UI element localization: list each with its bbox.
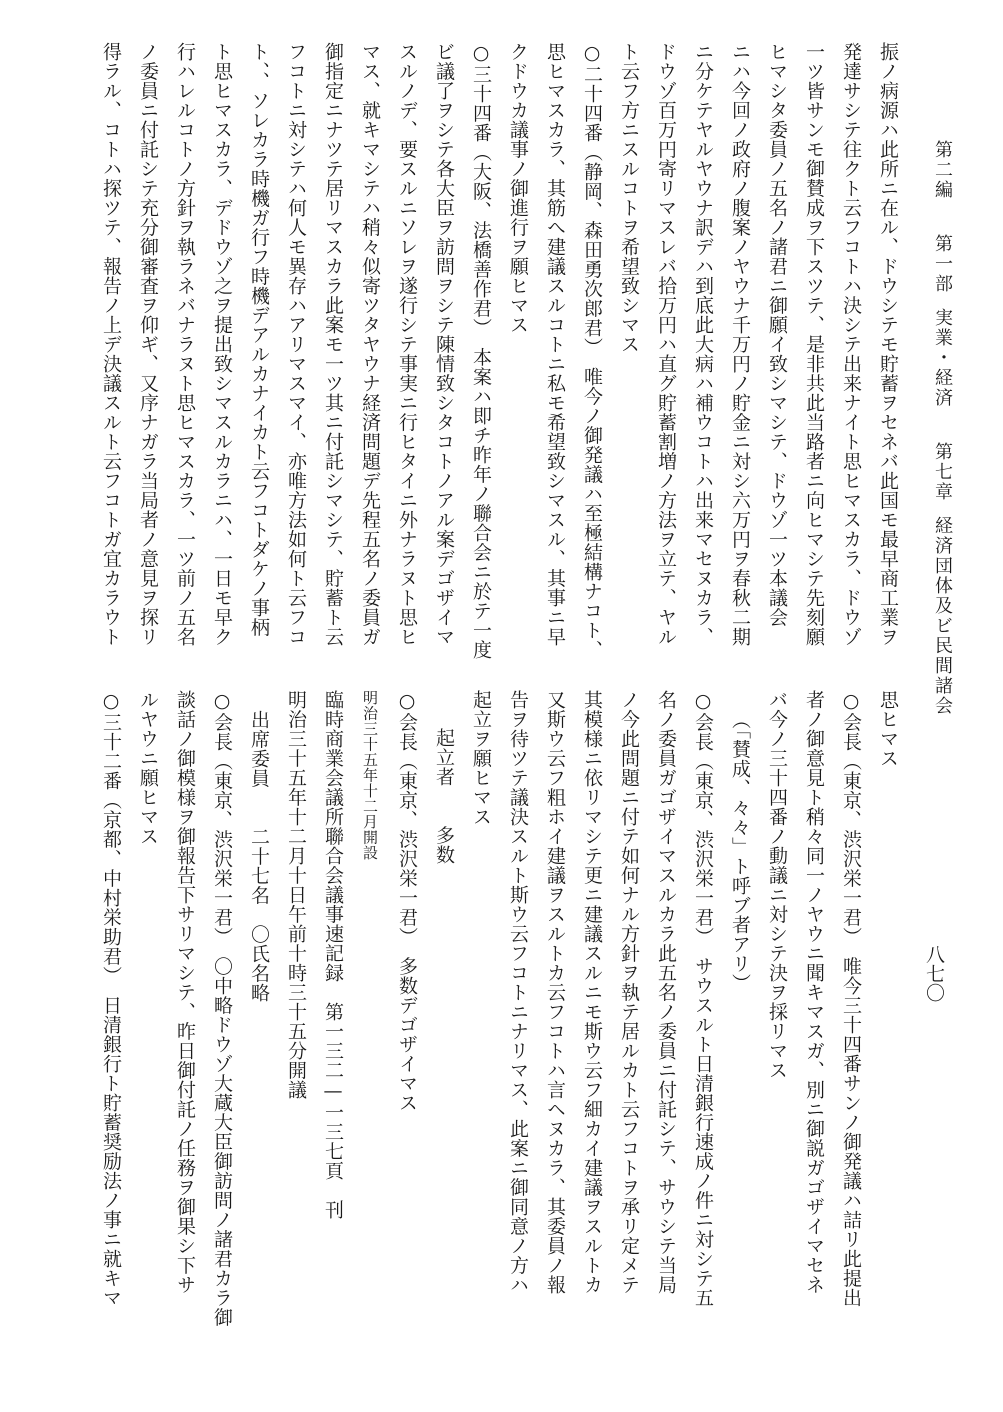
speaker-line: ○会長（東京、渋沢栄一君） サウスルト日清銀行速成ノ件ニ対シテ五 [692,690,714,1308]
text-line: ビ議了ヲシテ各大臣ヲ訪問ヲシテ陳情致シタコトノアル案デゴザイマ [433,42,455,647]
speaker-line: ○会長（東京、渋沢栄一君） 〇中略ドウゾ大蔵大臣御訪問ノ諸君カラ御 [211,690,233,1327]
text-line: 思ヒマスカラ、其筋へ建議スルコトニ私モ希望致シマスル、其事ニ早 [544,42,566,647]
speaker-line: ○会長（東京、渋沢栄一君） 唯今三十四番サンノ御発議ハ詰リ此提出 [840,690,862,1308]
text-line: スルノデ、要スルニソレヲ遂行シテ事実ニ行ヒタイニ外ナラヌト思ヒ [396,42,418,647]
text-line: ノ委員ニ付託シテ充分御審査ヲ仰ギ、又序ナガラ当局者ノ意見ヲ探リ [137,42,159,647]
text-line: 御指定ニナツテ居リマスカラ此案モ一ツ其ニ付託シマシテ、貯蓄ト云 [322,42,344,647]
header-part: 第二編 [932,140,953,200]
text-line: 発達サシテ往クト云フコトハ決シテ出来ナイト思ヒマスカラ、ドウゾ [840,42,862,647]
attendance-line: 出席委員 二十七名 〇氏名略 [248,710,270,1003]
text-line: ニ分ケテヤルヤウナ訳デハ到底此大病ハ補ウコトハ出来マセヌカラ、 [692,42,714,647]
text-line: 者ノ御意見ト稍々同一ノヤウニ聞キマスガ、別ニ御説ガゴザイマセネ [803,690,825,1295]
text-line: マス、就キマシテハ稍々似寄ツタヤウナ経済問題デ先程五名ノ委員ガ [359,42,381,647]
text-line: 行ハレルコトノ方針ヲ執ラネバナラヌト思ヒマスカラ、一ツ前ノ五名 [174,42,196,647]
running-header [929,140,955,716]
header-subject: 実業・経済 [932,308,953,408]
session-time: 明治三十五年十二月十日午前十時三十五分開議 [285,690,307,1100]
text-line: ト云フ方ニスルコトヲ希望致シマス [618,42,640,354]
top-text-block [92,42,906,660]
source-date-note: 明治三十五年十二月開設 [361,690,379,861]
text-line: ニハ今回ノ政府ノ腹案ノヤウナ千万円ノ貯金ニ対シ六万円ヲ春秋二期 [729,42,751,647]
speaker-line: ○三十二番（京都、中村栄助君） 日清銀行ト貯蓄奨励法ノ事ニ就キマ [100,690,122,1308]
page-number: 八七〇 [923,945,945,1002]
text-line: 又斯ウ云フ粗ホイ建議ヲスルトカ云フコトハ言ヘヌカラ、其委員ノ報 [544,690,566,1295]
vote-result: 起立者 多数 [433,728,455,865]
text-line: ヒマシタ委員ノ五名ノ諸君ニ御願イ致シマシテ、ドウゾ一ツ本議会 [766,42,788,627]
header-section: 第一部 [932,234,953,294]
bottom-text-block [92,690,906,1330]
text-line: ト思ヒマスカラ、デドウゾ之ヲ提出致シマスルカラニハ、一日モ早ク [211,42,233,647]
text-line: ドウゾ百万円寄リマスレバ拾万円ハ直グ貯蓄割増ノ方法ヲ立テ、ヤル [655,42,677,647]
text-line: 振ノ病源ハ此所ニ在ル、ドウシテモ貯蓄ヲセネバ此国モ最早商工業ヲ [877,42,899,647]
text-line: バ今ノ三十四番ノ動議ニ対シテ決ヲ採リマス [766,690,788,1080]
source-title: 臨時商業会議所聯合会議事速記録 第一三二—一三七頁 刊 [322,690,344,1220]
speaker-line: ○会長（東京、渋沢栄一君） 多数デゴザイマス [396,690,418,1113]
text-line: 名ノ委員ガゴザイマスルカラ此五名ノ委員ニ付託シテ、サウシテ当局 [655,690,677,1295]
text-line: 談話ノ御模様ヲ御報告下サリマシテ、昨日御付託ノ任務ヲ御果シ下サ [174,690,196,1295]
text-line: ノ今此問題ニ付テ如何ナル方針ヲ執テ居ルカト云フコトヲ承リ定メテ [618,690,640,1295]
text-line: 思ヒマス [877,690,899,768]
stage-direction: （「賛成、々々」ト呼ブ者アリ） [729,710,751,993]
text-line: フコトニ対シテハ何人モ異存ハアリマスマイ、亦唯方法如何ト云フコ [285,42,307,647]
header-chapter: 第七章 [932,442,953,502]
text-line: ト、、ソレカラ時機ガ行フ時機デアルカナイカト云フコトダケノ事柄 [248,42,270,637]
text-line: 一ツ皆サンモ御賛成ヲ下スツテ、是非共此当路者ニ向ヒマシテ先刻願 [803,42,825,647]
speaker-line: ○三十四番（大阪、法橋善作君） 本案ハ即チ昨年ノ聯合会ニ於テ一度 [470,42,492,660]
text-line: ルヤウニ願ヒマス [137,690,159,846]
text-line: クドウカ議事ノ御進行ヲ願ヒマス [507,42,529,335]
text-line: 其模様ニ依リマシテ更ニ建議スルニモ斯ウ云フ細カイ建議ヲスルトカ [581,690,603,1295]
header-chapter-title: 経済団体及ビ民間諸会 [932,516,953,716]
speaker-line: ○二十四番（静岡、森田勇次郎君） 唯今ノ御発議ハ至極結構ナコト、 [581,42,603,660]
text-line: 告ヲ待ツテ議決スルト斯ウ云フコトニナリマス、此案ニ御同意ノ方ハ [507,690,529,1295]
text-line: 得ラル、コトハ探ツテ、報告ノ上デ決議スルト云フコトガ宜カラウト [100,42,122,647]
text-line: 起立ヲ願ヒマス [470,690,492,827]
